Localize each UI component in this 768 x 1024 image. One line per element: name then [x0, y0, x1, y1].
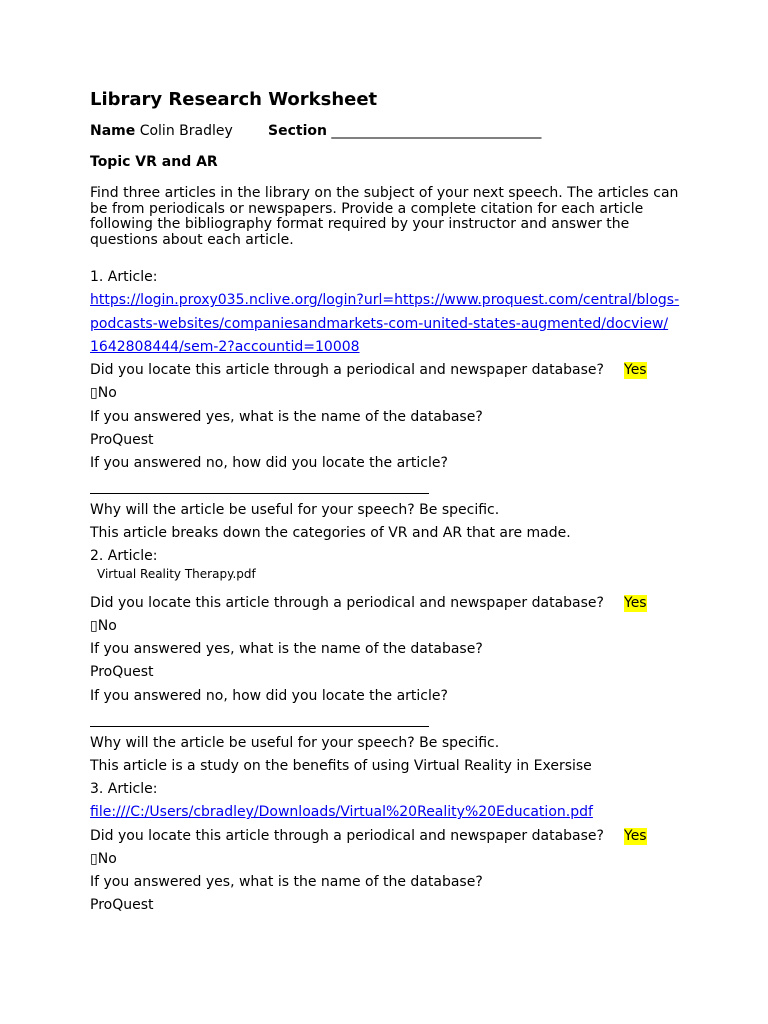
article-2-useful-answer: This article is a study on the benefits of using Virtual Reality in Exersise	[90, 758, 592, 774]
checkbox-placeholder-icon: ▯	[90, 385, 98, 401]
article-1-useful-answer: This article breaks down the categories of VR and AR that are made.	[90, 525, 571, 541]
article-3-yes-answer: Yes	[624, 828, 647, 844]
article-1-yes-answer: Yes	[624, 362, 647, 378]
article-1-database-answer: ProQuest	[90, 432, 154, 448]
article-2-label: 2. Article:	[90, 548, 158, 564]
article-2-database-answer: ProQuest	[90, 664, 154, 680]
instructions: Find three articles in the library on the subject of your next speech. The articles can be from periodicals or newspapers. Provide a complete citation for each article following the bibliography format required by your instructor and answer the questions about each article.	[90, 185, 679, 248]
article-1-link-line-3[interactable]: 1642808444/sem-2?accountid=10008	[90, 339, 360, 355]
article-3-no-option	[90, 851, 117, 868]
checkbox-placeholder-icon: ▯	[90, 851, 98, 867]
page-title: Library Research Worksheet	[90, 89, 378, 110]
article-2-useful-question: Why will the article be useful for your speech? Be specific.	[90, 735, 500, 751]
name-row	[90, 123, 233, 140]
section-blank: ______________________________	[331, 123, 542, 139]
article-1-database-question: Did you locate this article through a periodical and newspaper database?	[90, 362, 604, 378]
article-3-label: 3. Article:	[90, 781, 158, 797]
article-3-database-answer: ProQuest	[90, 897, 154, 913]
article-1-useful-question: Why will the article be useful for your speech? Be specific.	[90, 502, 500, 518]
article-1-link-line-1[interactable]: https://login.proxy035.nclive.org/login?url=https://www.proquest.com/central/blogs-	[90, 292, 680, 308]
no-label: No	[97, 618, 117, 634]
article-3-database-question: Did you locate this article through a periodical and newspaper database?	[90, 828, 604, 844]
article-2-file[interactable]: Virtual Reality Therapy.pdf	[97, 567, 256, 581]
article-3-name-question: If you answered yes, what is the name of the database?	[90, 874, 483, 890]
article-1-link-line-2[interactable]: podcasts-websites/companiesandmarkets-com-united-states-augmented/docview/	[90, 316, 669, 332]
section-label: Section	[268, 123, 327, 139]
article-2-name-question: If you answered yes, what is the name of the database?	[90, 641, 483, 657]
section-row	[268, 123, 541, 140]
article-1-how-question: If you answered no, how did you locate the article?	[90, 455, 448, 471]
article-1-name-question: If you answered yes, what is the name of the database?	[90, 409, 483, 425]
name-label: Name	[90, 123, 136, 139]
article-2-yes-answer: Yes	[624, 595, 647, 611]
article-1-label: 1. Article:	[90, 269, 158, 285]
article-2-how-question: If you answered no, how did you locate the article?	[90, 688, 448, 704]
article-2-no-option	[90, 618, 117, 635]
article-2-answer-line	[90, 726, 429, 727]
article-3-link[interactable]: file:///C:/Users/cbradley/Downloads/Virtual%20Reality%20Education.pdf	[90, 804, 593, 820]
name-value: Colin Bradley	[139, 123, 233, 139]
article-1-no-option	[90, 385, 117, 402]
no-label: No	[97, 851, 117, 867]
topic-label: Topic VR and AR	[90, 154, 218, 170]
no-label: No	[97, 385, 117, 401]
article-2-database-question: Did you locate this article through a periodical and newspaper database?	[90, 595, 604, 611]
article-1-answer-line	[90, 493, 429, 494]
checkbox-placeholder-icon: ▯	[90, 618, 98, 634]
